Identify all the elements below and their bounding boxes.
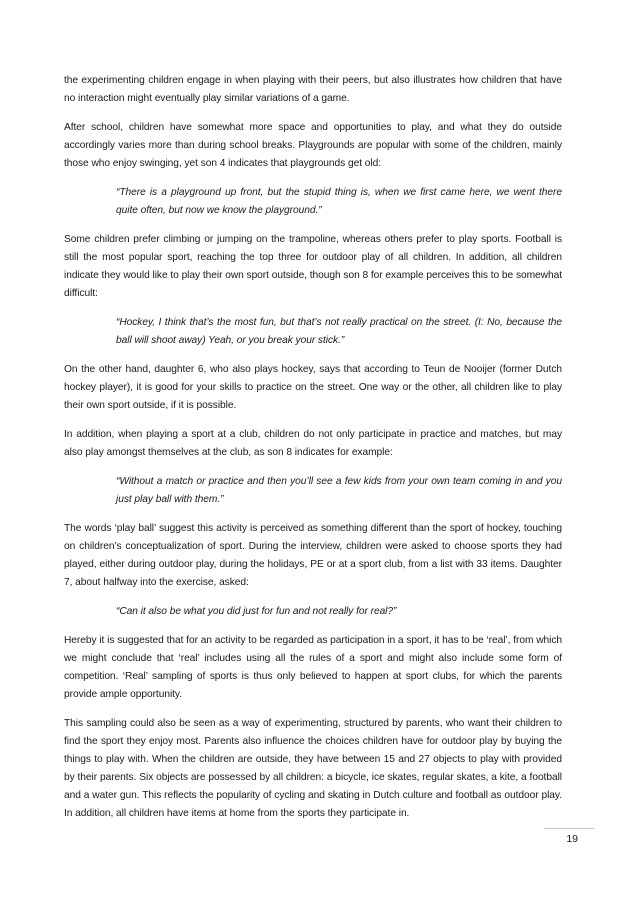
footer-divider: [544, 828, 594, 829]
paragraph-3: Some children prefer climbing or jumping on the trampoline, whereas others prefer to play sports. Football is still the most popular sport, reaching the top three for outdoor play of all children. In addition, all children indicate they would like to play their own sport outside, though son 8 for example perceives this to be somewhat difficult:: [64, 234, 562, 299]
block-quote-3: “Without a match or practice and then you’ll see a few kids from your own team coming in and you just play ball with them.”: [116, 476, 562, 505]
page-number: 19: [566, 833, 578, 845]
paragraph-2: After school, children have somewhat more space and opportunities to play, and what they do outside accordingly varies more than during school breaks. Playgrounds are popular with some of the children, mainly those who enjoy swinging, yet son 4 indicates that playgrounds get old:: [64, 122, 562, 169]
document-body: [64, 72, 562, 834]
paragraph-7: Hereby it is suggested that for an activity to be regarded as participation in a sport, it has to be ‘real’, from which we might conclude that ‘real’ includes using all the rules of a sport and might also include some form of competition. ‘Real’ sampling of sports is thus only believed to happen at sport clubs, for which the parents provide ample opportunity.: [64, 635, 562, 700]
paragraph-1: the experimenting children engage in when playing with their peers, but also illustrates how children that have no interaction might eventually play similar variations of a game.: [64, 75, 562, 104]
paragraph-4: On the other hand, daughter 6, who also plays hockey, says that according to Teun de Nooijer (former Dutch hockey player), it is good for your skills to practice on the street. One way or the other, all children like to play their own sport outside, if it is possible.: [64, 364, 562, 411]
paragraph-5: In addition, when playing a sport at a club, children do not only participate in practice and matches, but may also play amongst themselves at the club, as son 8 indicates for example:: [64, 429, 562, 458]
block-quote-4: “Can it also be what you did just for fun and not really for real?”: [116, 606, 397, 617]
paragraph-8: This sampling could also be seen as a way of experimenting, structured by parents, who want their children to find the sport they enjoy most. Parents also influence the choices children have for outdoor play by buying the things to play with. When the children are outside, they have between 15 and 27 objects to play with provided by their parents. Six objects are possessed by all children: a bicycle, ice skates, regular skates, a kite, a football and a water gun. This reflects the popularity of cycling and skating in Dutch culture and football as outdoor play. In addition, all children have items at home from the sports they participate in.: [64, 718, 562, 819]
block-quote-1: “There is a playground up front, but the stupid thing is, when we first came here, we went there quite often, but now we know the playground.”: [116, 187, 562, 216]
paragraph-6: The words ‘play ball’ suggest this activity is perceived as something different than the sport of hockey, touching on children’s conceptualization of sport. During the interview, children were asked to choose sports they had played, either during outdoor play, during the holidays, PE or at a sport club, from a list with 33 items. Daughter 7, about halfway into the exercise, asked:: [64, 523, 562, 588]
block-quote-2: “Hockey, I think that’s the most fun, but that’s not really practical on the street. (I: No, because the ball will shoot away) Yeah, or you break your stick.”: [116, 317, 562, 346]
